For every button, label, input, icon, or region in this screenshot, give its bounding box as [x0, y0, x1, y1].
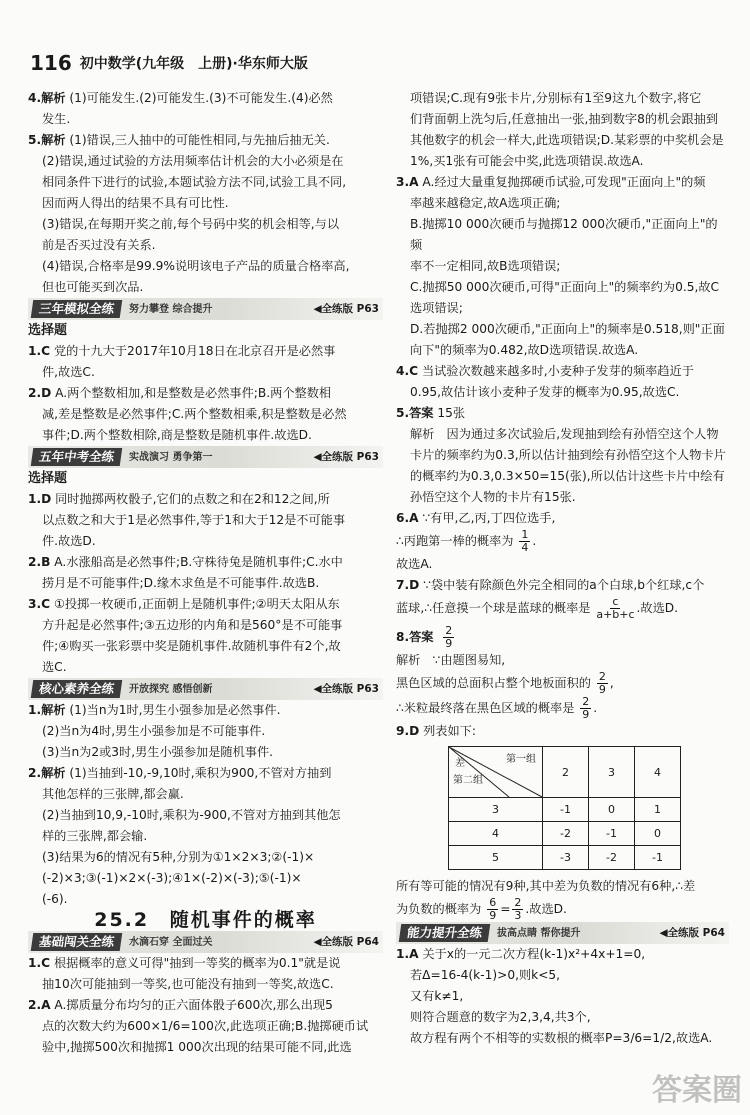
- answer-line: [28, 172, 383, 193]
- answer-text: C.抛掷50 000次硬币,可得"正面向上"的频率约为0.5,故C: [410, 280, 720, 294]
- question-number: 5.解析: [28, 133, 66, 147]
- answer-text: (3)当n为2或3时,男生小强参加是随机事件.: [42, 745, 274, 759]
- answer-line: ∴丙跑第一棒的概率为 $\frac{1}{4}$ .: [396, 528, 537, 554]
- answer-line: [28, 404, 383, 425]
- answer-block: [28, 341, 383, 446]
- answer-text: 样的三张牌,都会输.: [42, 829, 148, 843]
- answer-text: D.若抛掷2 000次硬币,"正面向上"的频率是0.518,则"正面: [410, 322, 725, 336]
- answer-line: [28, 151, 383, 172]
- answer-text: 根据概率的意义可得"抽到一等奖的概率为0.1"就是说: [53, 956, 341, 970]
- answer-line: 8.答案 $\frac{2}{9}$: [396, 624, 453, 650]
- answer-line: [28, 953, 383, 974]
- answer-text: A.经过大量重复抛掷硬币试验,可发现"正面向上"的频: [422, 175, 706, 189]
- answer-line: [396, 298, 729, 319]
- answer-text: 发生.: [42, 112, 71, 126]
- answer-line: [396, 109, 729, 130]
- answer-text: 1%,买1张有可能会中奖,此选项错误.故选A.: [410, 154, 644, 168]
- answer-block: [28, 489, 383, 678]
- table-row: 5 -3 -2 -1: [449, 846, 681, 870]
- answer-text: (2)当n为4时,男生小强参加是不可能事件.: [42, 724, 266, 738]
- difference-table: [448, 746, 681, 870]
- answer-block: [396, 88, 729, 529]
- answer-line: [28, 995, 383, 1016]
- answer-text: 相同条件下进行的试验,本题试验方法不同,试验工具不同,: [42, 175, 347, 189]
- answer-text: 则符合题意的数字为2,3,4,共3个,: [410, 1010, 591, 1024]
- answer-text: (-6).: [42, 892, 68, 906]
- answer-text: 卡片的频率约为0.3,所以估计抽到绘有孙悟空这个人物卡片: [410, 448, 726, 462]
- answer-line: [396, 130, 729, 151]
- question-number: 5.答案: [396, 406, 434, 420]
- answer-block: [28, 88, 383, 298]
- answer-text: A.掷质量分布均匀的正六面体骰子600次,那么出现5: [54, 998, 333, 1012]
- answer-line: [28, 235, 383, 256]
- banner-title: 五年中考全练: [31, 448, 123, 466]
- banner-ref: ◀全练版 P63: [313, 302, 379, 315]
- answer-text: (2)错误,通过试验的方法用频率估计机会的大小必须是在: [42, 154, 344, 168]
- answer-line: [28, 784, 383, 805]
- answer-line: [28, 805, 383, 826]
- answer-line: [396, 508, 729, 529]
- answer-line: [396, 445, 729, 466]
- question-number: 6.A: [396, 511, 419, 525]
- answer-line: [396, 88, 729, 109]
- answer-text: 方升起是必然事件;③五边形的内角和是560°是不可能事: [42, 618, 343, 632]
- answer-line: [396, 340, 729, 361]
- answer-line: 9.D 列表如下:: [396, 724, 476, 738]
- answer-line: [396, 193, 729, 214]
- answer-line: [396, 172, 729, 193]
- answer-text: A.水涨船高是必然事件;B.守株待兔是随机事件;C.水中: [54, 555, 343, 569]
- answer-text: ①投掷一枚硬币,正面朝上是随机事件;②明天太阳从东: [53, 597, 340, 611]
- answer-line: [28, 425, 383, 446]
- answer-line: [396, 361, 729, 382]
- question-number: 2.B: [28, 555, 51, 569]
- question-number: 2.解析: [28, 766, 66, 780]
- answer-line: [28, 510, 383, 531]
- answer-text: 党的十九大于2017年10月18日在北京召开是必然事: [53, 344, 336, 358]
- answer-line: [28, 1037, 383, 1058]
- answer-line: [28, 88, 383, 109]
- answer-text: (1)当抽到-10,-9,10时,乘积为900,不管对方抽到: [69, 766, 332, 780]
- answer-text: 又有k≠1,: [410, 989, 464, 1003]
- left-column: [28, 88, 383, 1058]
- answer-block: [396, 944, 729, 1049]
- answer-text: 选项错误;: [410, 301, 463, 315]
- answer-line: 7.D ∵袋中装有除颜色外完全相同的a个白球,b个红球,c个: [396, 578, 705, 592]
- section-banner: [28, 446, 383, 468]
- question-number: 1.D: [28, 492, 52, 506]
- fraction: $\frac{c}{a+b+c}$: [596, 595, 635, 621]
- answer-text: 件,故选C.: [42, 365, 95, 379]
- section-name: 随机事件的概率: [169, 909, 317, 931]
- answer-line: [28, 763, 383, 784]
- banner-title: 基础闯关全练: [31, 933, 123, 951]
- section-banner: [396, 922, 729, 944]
- section-banner: [28, 931, 383, 953]
- right-column: [396, 88, 729, 1049]
- answer-line: [28, 130, 383, 151]
- answer-text: (1)当n为1时,男生小强参加是必然事件.: [69, 703, 281, 717]
- answer-line: 黑色区域的总面积占整个地板面积的 $\frac{2}{9}$ ,: [396, 670, 614, 696]
- answer-line: [28, 615, 383, 636]
- question-number: 1.C: [28, 956, 51, 970]
- answer-text: B.抛掷10 000次硬币与抛掷12 000次硬币,"正面向上"的频: [410, 217, 718, 252]
- table-row: 3 -1 0 1: [449, 798, 681, 822]
- section-number: 25.2: [94, 909, 150, 931]
- answer-text: 选C.: [42, 660, 67, 674]
- table-header: 2: [543, 747, 589, 798]
- answer-line: [28, 721, 383, 742]
- answer-line: [28, 636, 383, 657]
- banner-ref: ◀全练版 P64: [659, 926, 725, 939]
- answer-text: 同时抛掷两枚骰子,它们的点数之和在2和12之间,所: [55, 492, 330, 506]
- answer-text: 件;④购买一张彩票中奖是随机事件.故随机事件有2个,故: [42, 639, 341, 653]
- answer-line: [396, 214, 729, 256]
- answer-line: [396, 382, 729, 403]
- banner-subtitle: 拔高点睛 帮你提升: [497, 927, 581, 939]
- answer-line: 故选A.: [396, 557, 433, 571]
- answer-block: [28, 700, 383, 910]
- answer-text: (2)当抽到10,9,-10时,乘积为-900,不管对方抽到其他怎: [42, 808, 341, 822]
- answer-text: (1)错误,三人抽中的可能性相同,与先抽后抽无关.: [69, 133, 330, 147]
- answer-text: (3)错误,在每期开奖之前,每个号码中奖的机会相等,与以: [42, 217, 340, 231]
- answer-line: [28, 889, 383, 910]
- table-header: 4: [635, 747, 681, 798]
- section-banner: [28, 678, 383, 700]
- answer-text: (4)错误,合格率是99.9%说明该电子产品的质量合格率高,: [42, 259, 350, 273]
- question-number: 1.解析: [28, 703, 66, 717]
- answer-line: [396, 256, 729, 277]
- answer-text: 件.故选D.: [42, 534, 96, 548]
- answer-line: [396, 277, 729, 298]
- answer-text: 前是否买过没有关系.: [42, 238, 156, 252]
- answer-line: [28, 1016, 383, 1037]
- answer-line: [28, 868, 383, 889]
- answer-line: [396, 151, 729, 172]
- answer-line: [396, 965, 729, 986]
- page-title: 初中数学(九年级 上册)·华东师大版: [79, 56, 308, 72]
- answer-line: [28, 657, 383, 678]
- answer-text: 验中,抛掷500次和抛掷1 000次出现的结果可能不同,此选: [42, 1040, 352, 1054]
- question-number: 1.C: [28, 344, 51, 358]
- page-header: [30, 50, 308, 76]
- question-number: 2.D: [28, 386, 52, 400]
- answer-text: (1)可能发生.(2)可能发生.(3)不可能发生.(4)必然: [69, 91, 333, 105]
- answer-text: 减,差是整数是必然事件;C.两个整数相乘,积是整数是必然: [42, 407, 347, 421]
- answer-text: A.两个整数相加,和是整数是必然事件;B.两个整数相: [55, 386, 332, 400]
- answer-text: 故方程有两个不相等的实数根的概率P=3/6=1/2,故选A.: [410, 1031, 713, 1045]
- answer-text: 但也可能买到次品.: [42, 280, 144, 294]
- banner-subtitle: 水滴石穿 全面过关: [129, 936, 213, 948]
- section-title: [28, 910, 383, 931]
- answer-line: [28, 700, 383, 721]
- answer-text: ∵有甲,乙,丙,丁四位选手,: [422, 511, 556, 525]
- answer-line: [396, 986, 729, 1007]
- banner-ref: ◀全练版 P63: [313, 682, 379, 695]
- answer-text: 因而两人得出的结果不具有可比性.: [42, 196, 229, 210]
- banner-title: 能力提升全练: [399, 924, 491, 942]
- banner-ref: ◀全练版 P64: [313, 935, 379, 948]
- question-number: 3.C: [28, 597, 51, 611]
- answer-line: [28, 573, 383, 594]
- fraction: $\frac{2}{3}$: [514, 896, 522, 922]
- answer-line: [28, 256, 383, 277]
- answer-text: 其他数字的机会一样大,此选项错误;D.某彩票的中奖机会是: [410, 133, 724, 147]
- answer-line: [396, 466, 729, 487]
- answer-line: [396, 487, 729, 508]
- fraction: $\frac{2}{9}$: [445, 624, 453, 650]
- answer-text: 的概率约为0.3,0.3×50=15(张),所以估计这些卡片中绘有: [410, 469, 725, 483]
- page-number: 116: [30, 51, 72, 75]
- answer-line: [28, 489, 383, 510]
- answer-text: 项错误;C.现有9张卡片,分别标有1至9这九个数字,将它: [410, 91, 702, 105]
- answer-line: [28, 277, 383, 298]
- answer-text: 孙悟空这个人物的卡片有15张.: [410, 490, 576, 504]
- question-number: 4.解析: [28, 91, 66, 105]
- answer-text: (3)结果为6的情况有5种,分别为①1×2×3;②(-1)×: [42, 850, 315, 864]
- answer-block: [28, 953, 383, 1058]
- answer-text: 其他怎样的三张牌,都会赢.: [42, 787, 184, 801]
- answer-text: 点的次数大约为600×1/6=100次,此选项正确;B.抛掷硬币试: [42, 1019, 369, 1033]
- answer-line: [28, 383, 383, 404]
- answer-text: 解析 因为通过多次试验后,发现抽到绘有孙悟空这个人物: [410, 427, 719, 441]
- answer-line: [28, 109, 383, 130]
- answer-text: 若Δ=16-4(k-1)>0,则k<5,: [410, 968, 561, 982]
- answer-line: [28, 362, 383, 383]
- answer-line: 蓝球,∴任意摸一个球是蓝球的概率是 $\frac{c}{a+b+c}$ .故选D.: [396, 595, 679, 621]
- answer-text: 率越来越稳定,故A选项正确;: [410, 196, 561, 210]
- fraction: $\frac{2}{9}$: [582, 695, 590, 721]
- answer-line: [28, 847, 383, 868]
- answer-text: 抽10次可能抽到一等奖,也可能没有抽到一等奖,故选C.: [42, 977, 334, 991]
- banner-subtitle: 实战演习 勇争第一: [129, 451, 213, 463]
- answer-text: 0.95,故估计该小麦种子发芽的概率为0.95,故选C.: [410, 385, 680, 399]
- answer-text: 们背面朝上洗匀后,任意抽出一张,抽到数字8的机会跟抽到: [410, 112, 719, 126]
- fraction: $\frac{6}{9}$: [489, 896, 497, 922]
- answer-line: [28, 552, 383, 573]
- answer-line: [28, 974, 383, 995]
- banner-subtitle: 开放探究 感悟创新: [129, 683, 213, 695]
- watermark-logo: 答案圈: [652, 1073, 742, 1108]
- table-row: 4 -2 -1 0: [449, 822, 681, 846]
- answer-line: 为负数的概率为 $\frac{6}{9}$ = $\frac{2}{3}$ .故选D.: [396, 896, 567, 922]
- answer-line: [28, 826, 383, 847]
- banner-title: 三年模拟全练: [31, 300, 123, 318]
- answer-text: 当试验次数越来越多时,小麦种子发芽的频率趋近于: [421, 364, 694, 378]
- answer-text: 关于x的一元二次方程(k-1)x²+4x+1=0,: [422, 947, 646, 961]
- answer-text: 向下"的频率为0.482,故D选项错误.故选A.: [410, 343, 639, 357]
- answer-text: (-2)×3;③(-1)×2×(-3);④1×(-2)×(-3);⑤(-1)×: [42, 871, 302, 885]
- answer-line: [396, 1007, 729, 1028]
- answer-text: 15张: [437, 406, 466, 420]
- answer-line: [28, 341, 383, 362]
- answer-line: [396, 319, 729, 340]
- fraction: $\frac{1}{4}$: [521, 528, 529, 554]
- answer-text: 以点数之和大于1是必然事件,等于1和大于12是不可能事: [42, 513, 346, 527]
- answer-line: 解析 ∵由题图易知,: [396, 653, 506, 667]
- fraction: $\frac{2}{9}$: [598, 670, 606, 696]
- answer-line: [28, 594, 383, 615]
- banner-title: 核心素养全练: [31, 680, 123, 698]
- answer-line: [28, 742, 383, 763]
- table-header: 3: [589, 747, 635, 798]
- answer-text: 事件;D.两个整数相除,商是整数是随机事件.故选D.: [42, 428, 312, 442]
- answer-line: [396, 944, 729, 965]
- answer-line: [28, 531, 383, 552]
- answer-text: 率不一定相同,故B选项错误;: [410, 259, 561, 273]
- answer-line: [28, 193, 383, 214]
- question-type-heading: 选择题: [28, 323, 68, 338]
- question-number: 3.A: [396, 175, 419, 189]
- answer-line: [396, 403, 729, 424]
- answer-line: 所有等可能的情况有9种,其中差为负数的情况有6种,∴差: [396, 879, 696, 893]
- section-banner: [28, 298, 383, 320]
- answer-line: ∴米粒最终落在黑色区域的概率是 $\frac{2}{9}$ .: [396, 695, 598, 721]
- answer-line: [28, 214, 383, 235]
- question-type-heading: 选择题: [28, 471, 68, 486]
- banner-subtitle: 努力攀登 综合提升: [129, 303, 213, 315]
- banner-ref: ◀全练版 P63: [313, 450, 379, 463]
- answer-line: [396, 424, 729, 445]
- answer-text: 捞月是不可能事件;D.缘木求鱼是不可能事件.故选B.: [42, 576, 320, 590]
- question-number: 4.C: [396, 364, 419, 378]
- table-corner: 第一组 差 第二组: [449, 747, 543, 798]
- question-number: 2.A: [28, 998, 51, 1012]
- answer-line: [396, 1028, 729, 1049]
- question-number: 1.A: [396, 947, 419, 961]
